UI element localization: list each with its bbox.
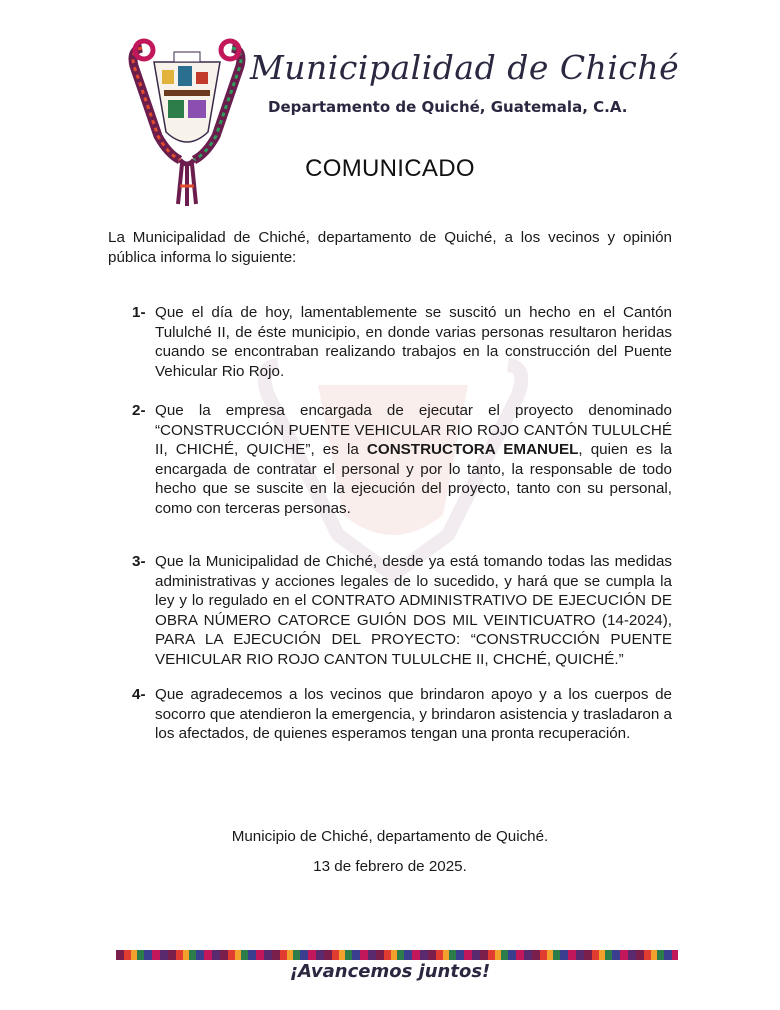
- intro-paragraph: La Municipalidad de Chiché, departamento de Quiché, a los vecinos y opinión pública informa lo siguiente:: [108, 229, 672, 266]
- decorative-band: [116, 950, 678, 960]
- item-number: 3-: [132, 553, 146, 570]
- closing-date: 13 de febrero de 2025.: [313, 858, 467, 875]
- item-text: Que el día de hoy, lamentablemente se suscitó un hecho en el Cantón Tululché II, de éste municipio, en donde varias personas resultaron heridas cuando se encontraban realizando trabajos en la construcción del Puente Vehicular Rio Rojo.: [155, 304, 672, 380]
- department-subtitle: Departamento de Quiché, Guatemala, C.A.: [268, 98, 628, 116]
- contractor-name: CONSTRUCTORA EMANUEL: [366, 441, 579, 458]
- footer-slogan: ¡Avancemos juntos!: [289, 961, 491, 982]
- item-text-end: , quien es la encargada de contratar el personal y por lo tanto, la responsable de todo hecho que se suscite en la ejecución del proyecto, tanto con su personal, como con terceras personas.: [155, 441, 672, 517]
- item-number: 4-: [132, 686, 146, 703]
- page-title: COMUNICADO: [305, 155, 475, 182]
- item-text: Que la Municipalidad de Chiché, desde ya está tomando todas las medidas administrativas y acciones legales de lo sucedido, y hará que se cumpla la ley y lo regulado en el CONTRATO ADMINISTRATIVO DE EJECUCIÓN DE OBRA NÚMERO CATORCE GUIÓN DOS MIL VEINTICUATRO (14-2024), PARA LA EJECUCIÓN DEL PROYECTO: “CONSTRUCCIÓN PUENTE VEHICULAR RIO ROJO CANTON TULULCHE II, CHCHÉ, QUICHÉ.”: [155, 553, 672, 668]
- item-text: Que agradecemos a los vecinos que brindaron apoyo y a los cuerpos de socorro que atendieron la emergencia, y brindaron asistencia y trasladaron a los afectados, de quienes esperamos tengan una pronta recuperación.: [155, 686, 672, 742]
- municipality-title: Municipalidad de Chiché: [250, 48, 680, 87]
- item-number: 1-: [132, 304, 146, 321]
- item-number: 2-: [132, 402, 146, 419]
- closing-place: Municipio de Chiché, departamento de Quiché.: [231, 828, 549, 845]
- item-text: [155, 401, 672, 518]
- item-text-start: Que la empresa encargada de ejecutar el proyecto denominado “CONSTRUCCIÓN PUENTE VEHICULAR RIO ROJO CANTÓN TULULCHÉ II, CHICHÉ, QUICHE”, es la: [155, 402, 672, 458]
